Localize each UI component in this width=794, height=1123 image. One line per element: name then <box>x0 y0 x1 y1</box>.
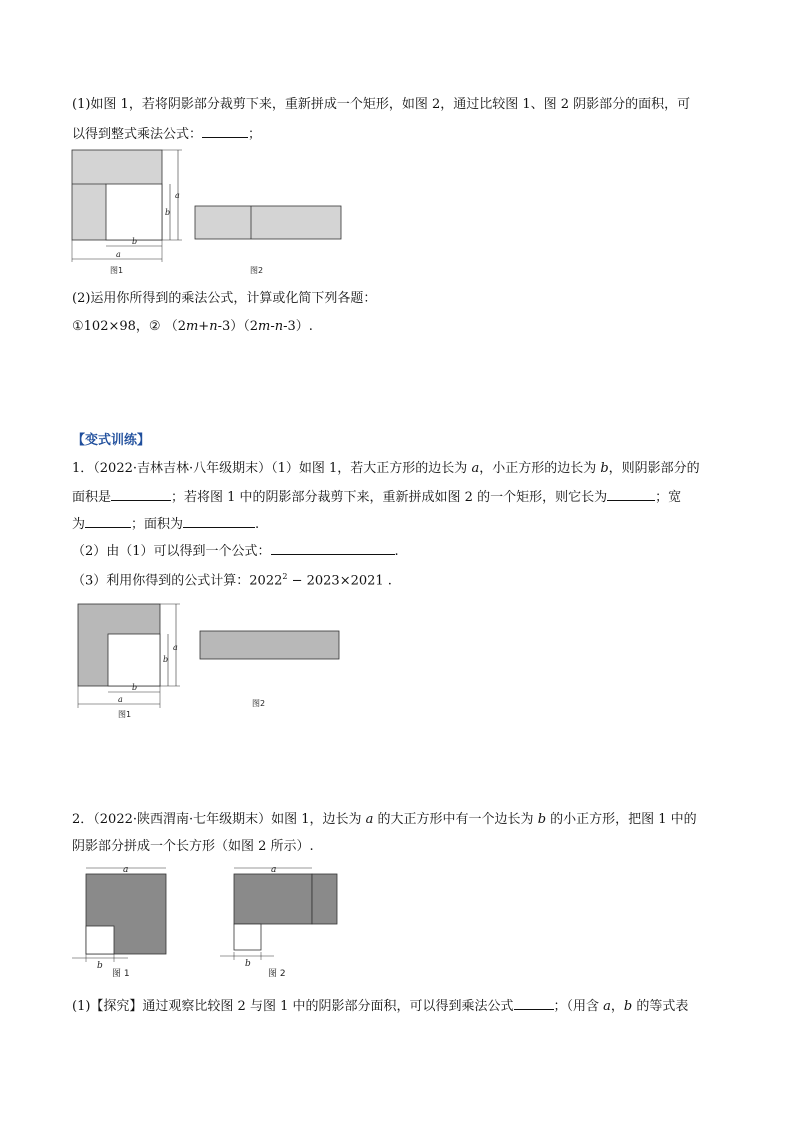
ex1-line1: 1．（2022·吉林吉林·八年级期末）（1）如图 1，若大正方形的边长为 a，小正方形的边长为 b，则阴影部分的 <box>72 461 700 476</box>
ex2-fig2-diagram <box>220 865 337 979</box>
ex1-line2: 面积是 ；若将图 1 中的阴影部分裁剪下来，重新拼成如图 2 的一个矩形，则它长为 ；宽 <box>72 487 681 507</box>
ex1-line4: （2）由（1）可以得到一个公式： . <box>72 541 399 561</box>
ex1-fig2-diagram <box>200 631 339 708</box>
ex2-fig2-caption: 图 2 <box>268 969 286 979</box>
label-b-vertical: b <box>163 655 169 664</box>
long-rectangle <box>234 874 312 924</box>
label-a: a <box>123 865 129 875</box>
ex2-fig1-diagram <box>72 865 166 979</box>
answer-blank[interactable] <box>202 124 248 138</box>
label-a-horizontal: a <box>118 695 123 704</box>
q1-part1-line1: (1)如图 1，若将阴影部分裁剪下来，重新拼成一个矩形，如图 2，通过比较图 1、图 2 阴影部分的面积，可 <box>72 97 691 112</box>
small-square <box>234 924 261 950</box>
rectangle <box>200 631 339 659</box>
label-b: b <box>97 961 103 971</box>
ex1-length-blank[interactable] <box>607 487 655 501</box>
q1-fig2-caption: 图2 <box>250 266 264 275</box>
ex1-fig1-diagram <box>78 604 180 719</box>
label-a-horizontal: a <box>116 250 121 259</box>
ex1-formula-blank[interactable] <box>271 541 395 555</box>
q1-fig1-diagram <box>72 150 182 275</box>
q1-fig1-caption: 图1 <box>110 266 124 275</box>
ex2-line1: 2．（2022·陕西渭南·七年级期末）如图 1，边长为 a 的大正方形中有一个边长为 b 的小正方形，把图 1 中的 <box>72 812 697 827</box>
ex2-figure <box>68 858 358 982</box>
label-b-horizontal: b <box>132 237 138 246</box>
ex1-line3: 为 ；面积为 . <box>72 514 259 534</box>
q1-figure <box>66 146 366 278</box>
ex2-line3: (1)【探究】通过观察比较图 2 与图 1 中的阴影部分面积，可以得到乘法公式 ；（用含 a，b 的等式表 <box>72 996 688 1016</box>
label-a-vertical: a <box>175 191 180 200</box>
ex2-fig1-caption: 图 1 <box>112 969 130 979</box>
ex1-area-blank[interactable] <box>111 487 171 501</box>
ex1-area2-blank[interactable] <box>183 514 255 528</box>
q1-part1-line2: 以得到整式乘法公式： ； <box>72 124 261 144</box>
small-square <box>86 926 114 954</box>
ex1-line5: （3）利用你得到的公式计算：$2022^2 - 2023\times 2021$ . <box>72 572 392 589</box>
ex1-width-blank[interactable] <box>85 514 131 528</box>
label-b-horizontal: b <box>132 683 138 692</box>
ex2-line2: 阴影部分拼成一个长方形（如图 2 所示）. <box>72 839 314 854</box>
side-piece <box>312 874 337 924</box>
small-square <box>106 184 162 240</box>
ex1-fig1-caption: 图1 <box>118 710 132 719</box>
label-a-vertical: a <box>173 643 178 652</box>
q1-part2-line1: (2)运用你所得到的乘法公式，计算或化简下列各题： <box>72 291 377 306</box>
section-heading: 【变式训练】 <box>72 433 151 448</box>
label-a: a <box>271 865 277 875</box>
label-b: b <box>245 959 251 969</box>
ex1-fig2-caption: 图2 <box>252 699 266 708</box>
q1-fig2-diagram <box>195 206 341 275</box>
ex1-figure <box>70 600 370 722</box>
ex2-formula-blank[interactable] <box>514 996 554 1010</box>
label-b-vertical: b <box>165 208 171 217</box>
q1-part2-line2: ①102×98，② （2m+n-3）（2m-n-3）. <box>72 319 313 334</box>
small-square <box>108 634 160 686</box>
rectangle <box>195 206 341 239</box>
